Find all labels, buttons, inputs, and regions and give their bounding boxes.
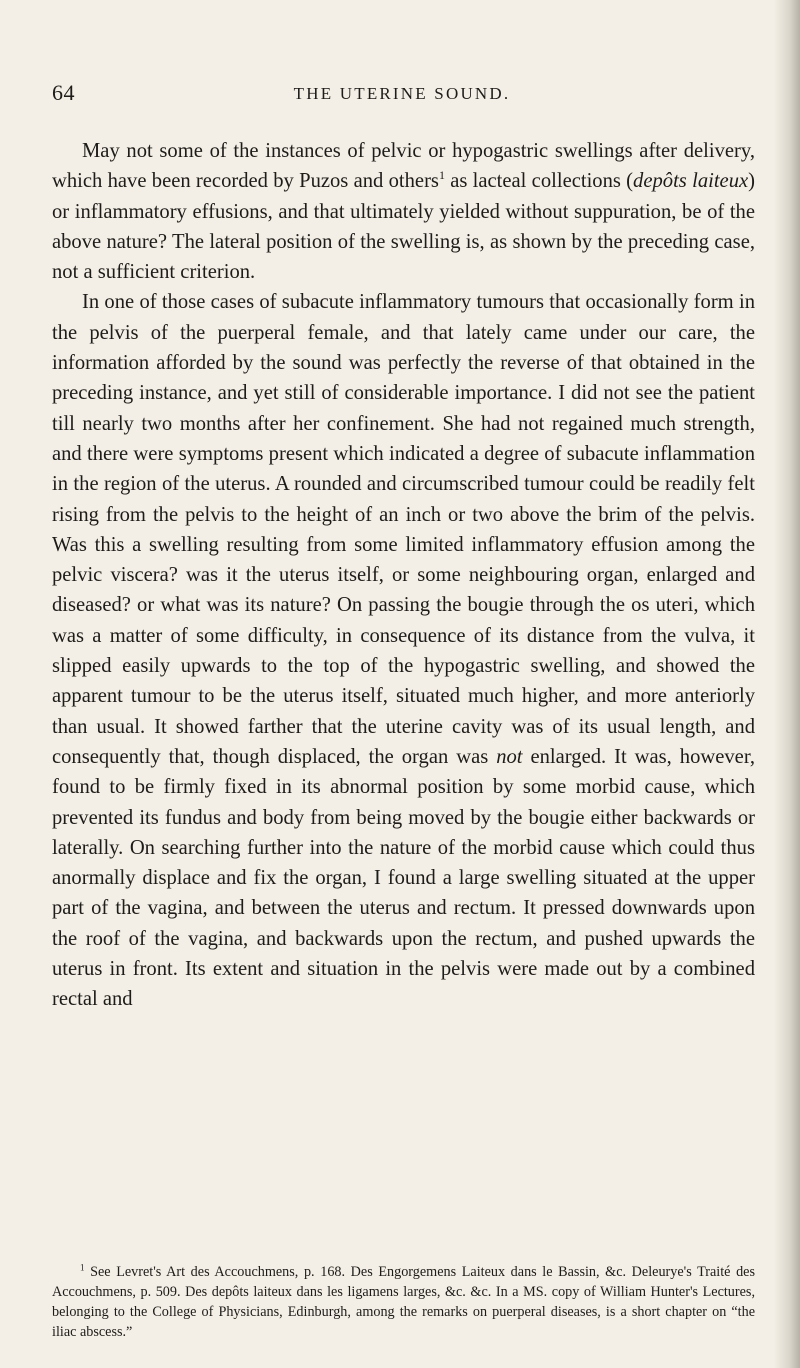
- paragraph-2: [52, 287, 755, 1014]
- text-segment: as lacteal collections (: [444, 170, 634, 193]
- body-text: [52, 136, 755, 1015]
- text-segment: May not some of the instances of pelvic or hypogastric swellings after delivery, which have been recorded by Puzos and others: [52, 140, 755, 193]
- footnote-reference: 1: [438, 168, 445, 183]
- footnote-text: See Levret's Art des Accouchmens, p. 168. Des Engorgemens Laiteux dans le Bassin, &c. Deleurye's Traité des Accouchmens, p. 509. Des depôts laiteux dans les ligamens larges, &c. &c. In a MS. copy of William Hunter's Lectures, belonging to the College of Physicians, Edinburgh, among the remarks on puerperal diseases, is a short chapter on “the iliac abscess.”: [52, 1264, 755, 1340]
- footnote: [52, 1262, 755, 1342]
- page-number: 64: [52, 80, 75, 105]
- text-segment: In one of those cases of subacute inflammatory tumours that occasionally form in the pelvis of the puerperal female, and that lately came under our care, the information afforded by the sound was perfectly the reverse of that obtained in the preceding instance, and yet still of considerable importance. I did not see the patient till nearly two months after her confinement. She had not regained much strength, and there were symptoms present which indicated a degree of subacute inflammation in the region of the uterus. A rounded and circumscribed tumour could be readily felt rising from the pelvis to the height of an inch or two above the brim of the pelvis. Was this a swelling resulting from some limited inflammatory effusion among the pelvic viscera? was it the uterus itself, or some neighbouring organ, enlarged and diseased? or what was its nature? On passing the bougie through the os uteri, which was a matter of some difficulty, in consequence of its distance from the vulva, it slipped easily upwards to the top of the hypogastric swelling, and showed the apparent tumour to be the uterus itself, situated much higher, and more anteriorly than usual. It showed farther that the uterine cavity was of its usual length, and consequently that, though displaced, the organ was: [52, 291, 755, 768]
- text-segment: ) or inflammatory effusions, and that ultimately yielded without suppuration, be of the above nature? The lateral position of the swelling is, as shown by the preceding case, not a sufficient criterion.: [52, 170, 755, 284]
- paragraph-1: [52, 136, 755, 287]
- page-header: [52, 80, 752, 114]
- italic-text: depôts laiteux: [633, 170, 749, 193]
- italic-text: not: [496, 745, 523, 768]
- running-head: THE UTERINE SOUND.: [293, 84, 511, 103]
- text-segment: enlarged. It was, however, found to be firmly fixed in its abnormal position by some morbid cause, which prevented its fundus and body from being moved by the bougie either backwards or laterally. On searching further into the nature of the morbid cause which could thus anormally displace and fix the organ, I found a large swelling situated at the upper part of the vagina, and between the uterus and rectum. It pressed downwards upon the roof of the vagina, and backwards upon the rectum, and pushed upwards the uterus in front. Its extent and situation in the pelvis were made out by a combined rectal and: [52, 745, 755, 1011]
- footnote-marker: 1: [80, 1262, 85, 1273]
- page-edge-shadow: [774, 0, 800, 1368]
